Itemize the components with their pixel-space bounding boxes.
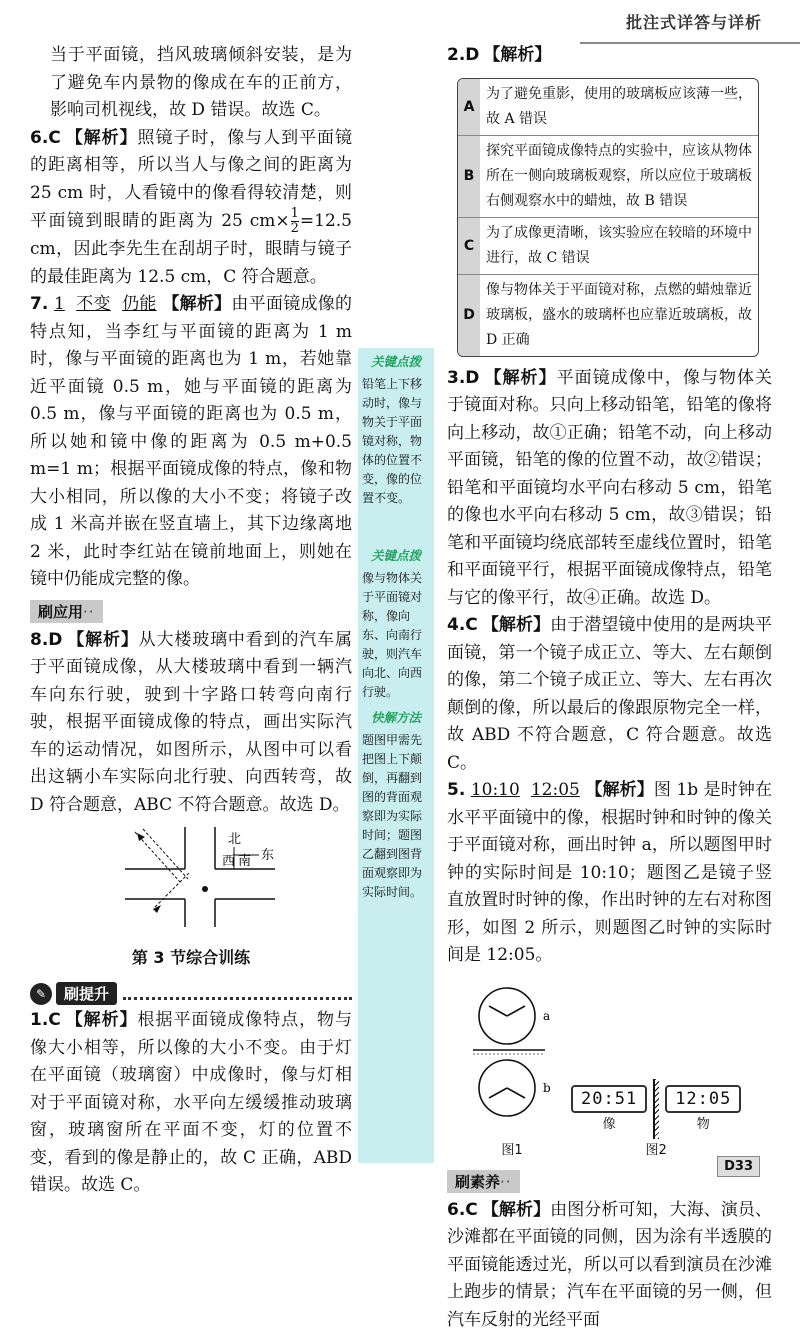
table-row	[458, 135, 758, 217]
section-dots: ··	[500, 1173, 512, 1191]
analysis-text: 根据平面镜成像特点，物与像大小相等，所以像的大小不变。由于灯在平面镜（玻璃窗）中成像时，像与灯相对于平面镜对称，水平向左缓缓推动玻璃窗，玻璃窗所在平面不变，灯的位置不变，看到的像是静止的，故 C 正确，ABD 错误。故选 C。	[30, 1010, 352, 1195]
vertical-mirror	[653, 1079, 659, 1139]
note-body: 题图甲需先把图上下颠倒，再翻到图的背面观察即为实际时间；题图乙翻到图背面观察即为实际时间。	[362, 731, 430, 902]
row-label: C	[458, 218, 480, 274]
digital-clock-image: 20:51	[571, 1085, 647, 1113]
analysis-tag: 【解析】	[65, 1010, 138, 1030]
analysis-tag: 【解析】	[483, 368, 556, 388]
banner-label: 刷提升	[56, 982, 117, 1005]
analysis-text: 平面镜成像中，像与物体关于镜面对称。只向上移动铅笔，铅笔的像将向上移动，故①正确；铅笔不动，向上移动平面镜，铅笔的像的位置不动，故②错误；铅笔和平面镜均水平向右移动 5 cm，铅笔的像也水平向右移动 5 cm，故③错误；铅笔和平面镜均绕底部转至虚线位置时，铅笔和平面镜平行，根据平面镜成像特点，铅笔与它的像平行，故④正确。故选 D。	[447, 368, 772, 608]
analysis-tag: 【解析】	[65, 128, 138, 148]
question-number: 8.	[30, 630, 48, 650]
analysis-text: 由于潜望镜中使用的是两块平面镜，第一个镜子成正立、等大、左右颠倒的像，第二个镜子成正立、等大、左右再次颠倒的像，所以最后的像跟原物完全一样，故 ABD 不符合题意，C 符合题意。故选 C。	[447, 615, 772, 773]
answer-letter: C	[465, 615, 477, 635]
answer-letter: D	[465, 45, 479, 65]
section-dots: ··	[83, 603, 95, 621]
paragraph-continued: 当于平面镜，挡风玻璃倾斜安装，是为了避免车内景物的像成在车的正前方，影响司机视线，故 D 错误。故选 C。	[30, 42, 352, 125]
analysis-tag: 【解析】	[483, 45, 551, 65]
question-5	[447, 777, 772, 970]
question-2	[447, 42, 772, 70]
note-body: 铅笔上下移动时，像与物关于平面镜对称，物体的位置不变，像的位置不变。	[362, 375, 430, 508]
question-6	[30, 125, 352, 292]
answer-letter: C	[48, 128, 60, 148]
question-4	[447, 612, 772, 777]
analysis-tag: 【解析】	[162, 294, 231, 314]
question-8	[30, 627, 352, 820]
question-6-right	[447, 1197, 772, 1334]
note-key-point-2	[358, 546, 434, 702]
analysis-text: 由图分析可知，大海、演员、沙滩都在平面镜的同侧，因为涂有半透膜的平面镜能透过光，所以可以看到演员在沙滩上跑步的情景；汽车在平面镜的另一侧，但汽车反射的光经平面	[447, 1200, 772, 1330]
figure-caption: 图1	[467, 1139, 557, 1158]
compass-east: 东	[261, 848, 274, 863]
note-quick-method	[358, 708, 434, 902]
row-text: 为了成像更清晰，该实验应在较暗的环境中进行，故 C 错误	[480, 218, 758, 274]
clock-label-a: a	[543, 1009, 550, 1023]
right-column	[447, 42, 772, 1334]
question-1	[30, 1007, 352, 1200]
figure-caption: 图2	[571, 1139, 741, 1158]
digital-clocks	[571, 1079, 741, 1139]
image-label: 像	[571, 1113, 647, 1132]
answer-blank: 12:05	[531, 780, 580, 800]
clock-label-b: b	[543, 1081, 551, 1095]
question-number: 6.	[447, 1200, 465, 1220]
answer-letter: C	[465, 1200, 477, 1220]
row-text: 像与物体关于平面镜对称，点燃的蜡烛靠近玻璃板，盛水的玻璃杯也应靠近玻璃板，故 D 正确	[480, 275, 758, 356]
question-3	[447, 365, 772, 613]
answer-letter: C	[48, 1010, 60, 1030]
question-number: 3.	[447, 368, 465, 388]
section-label-apply	[30, 600, 103, 623]
question-number: 4.	[447, 615, 465, 635]
answer-blank: 不变	[76, 294, 111, 314]
question-number: 5.	[447, 780, 465, 800]
fraction-numerator: 1	[291, 207, 299, 222]
section-title: 第 3 节综合训练	[30, 945, 352, 968]
table-row	[458, 217, 758, 274]
row-text: 探究平面镜成像特点的实验中，应该从物体所在一侧向玻璃板观察，所以应位于玻璃板右侧观察水中的蜡烛，故 B 错误	[480, 136, 758, 217]
table-row	[458, 274, 758, 356]
analysis-text: 从大楼玻璃中看到的汽车属于平面镜成像，从大楼玻璃中看到一辆汽车向东行驶，驶到十字路口转弯向南行驶，根据平面镜成像的特点，画出实际汽车的运动情况，如图所示，从图中可以看出这辆小车实际向北行驶、向西转弯，故 D 符合题意，ABC 不符合题意。故选 D。	[30, 630, 352, 815]
question-7	[30, 291, 352, 594]
analysis-tag: 【解析】	[585, 780, 653, 800]
question-number: 7.	[30, 294, 48, 314]
figure-1	[467, 984, 557, 1158]
crossroad-diagram	[125, 827, 325, 927]
analysis-text: 照镜子时，像与人到平面镜的距离相等，所以当人与像之间的距离为 25 cm 时，人看镜中的像看得较清楚，则平面镜到眼睛的距离为 25 cm×	[30, 128, 352, 232]
clock-image	[571, 1085, 647, 1132]
note-title: 快解方法	[362, 708, 430, 727]
section-banner	[30, 982, 352, 1005]
pencil-icon: ✎	[30, 983, 52, 1005]
note-title: 关键点拨	[362, 352, 430, 371]
analog-clocks	[467, 984, 557, 1134]
row-label: A	[458, 79, 480, 135]
analysis-text: 由平面镜成像的特点知，当李红与平面镜的距离为 1 m 时，像与平面镜的距离也为 1 m，若她靠近平面镜 0.5 m，她与平面镜的距离为 0.5 m，像与平面镜的距离也为 0.5 m，所以她和镜中像的距离为 0.5 m+0.5 m=1 m；根据平面镜成像的特点，像和物大小相同，所以像的大小不变；将镜子改成 1 米高并嵌在竖直墙上，其下边缘离地 2 米，此时李红站在镜前地面上，则她在镜中仍能成完整的像。	[30, 294, 352, 589]
clock-object	[665, 1085, 741, 1132]
note-title: 关键点拨	[362, 546, 430, 565]
header-title: 批注式详答与详析	[626, 10, 762, 33]
question-number: 2.	[447, 45, 465, 65]
compass-north: 北	[228, 832, 241, 847]
section-label-text: 刷应用	[38, 603, 83, 621]
analysis-tag: 【解析】	[482, 615, 550, 635]
question-number: 6.	[30, 128, 48, 148]
answer-letter: D	[465, 368, 479, 388]
fraction-denominator: 2	[291, 222, 299, 236]
fraction	[291, 207, 299, 236]
left-column	[30, 42, 352, 1200]
digital-clock-object: 12:05	[665, 1085, 741, 1113]
note-key-point-1	[358, 352, 434, 508]
answer-letter: D	[48, 630, 62, 650]
answer-blank: 1	[54, 294, 65, 314]
row-label: B	[458, 136, 480, 217]
question-number: 1.	[30, 1010, 48, 1030]
compass-south: 南	[238, 853, 251, 869]
analysis-table	[457, 78, 759, 357]
answer-blank: 仍能	[122, 294, 157, 314]
analysis-tag: 【解析】	[482, 1200, 550, 1220]
page-number: D33	[717, 1156, 760, 1177]
table-row	[458, 79, 758, 135]
note-body: 像与物体关于平面镜对称，像向东、向南行驶，则汽车向北、向西行驶。	[362, 569, 430, 702]
analysis-text: =12.5 cm，因此李先生在刮胡子时，眼睛与镜子的最佳距离为 12.5 cm，C 符合题意。	[30, 211, 352, 287]
row-text: 为了避免重影，使用的玻璃板应该薄一些，故 A 错误	[480, 79, 758, 135]
analysis-text: 图 1b 是时钟在水平平面镜中的像，根据时钟和时钟的像关于平面镜对称，画出时钟 a，所以题图甲时钟的实际时间是 10:10；题图乙是镜子竖直放置时时钟的像，作出时钟的左右对称图形，如图 2 所示，则题图乙时钟的实际时间是 12:05。	[447, 780, 772, 965]
answer-blank: 10:10	[471, 780, 520, 800]
section-label-quality	[447, 1170, 520, 1193]
banner-dots	[123, 987, 352, 1000]
object-label: 物	[665, 1113, 741, 1132]
figure-2	[571, 1079, 741, 1158]
row-label: D	[458, 275, 480, 356]
section-label-text: 刷素养	[455, 1173, 500, 1191]
clock-figures	[467, 984, 772, 1158]
annotation-column	[358, 348, 434, 1163]
compass-west: 西	[222, 854, 235, 869]
analysis-tag: 【解析】	[66, 630, 138, 650]
